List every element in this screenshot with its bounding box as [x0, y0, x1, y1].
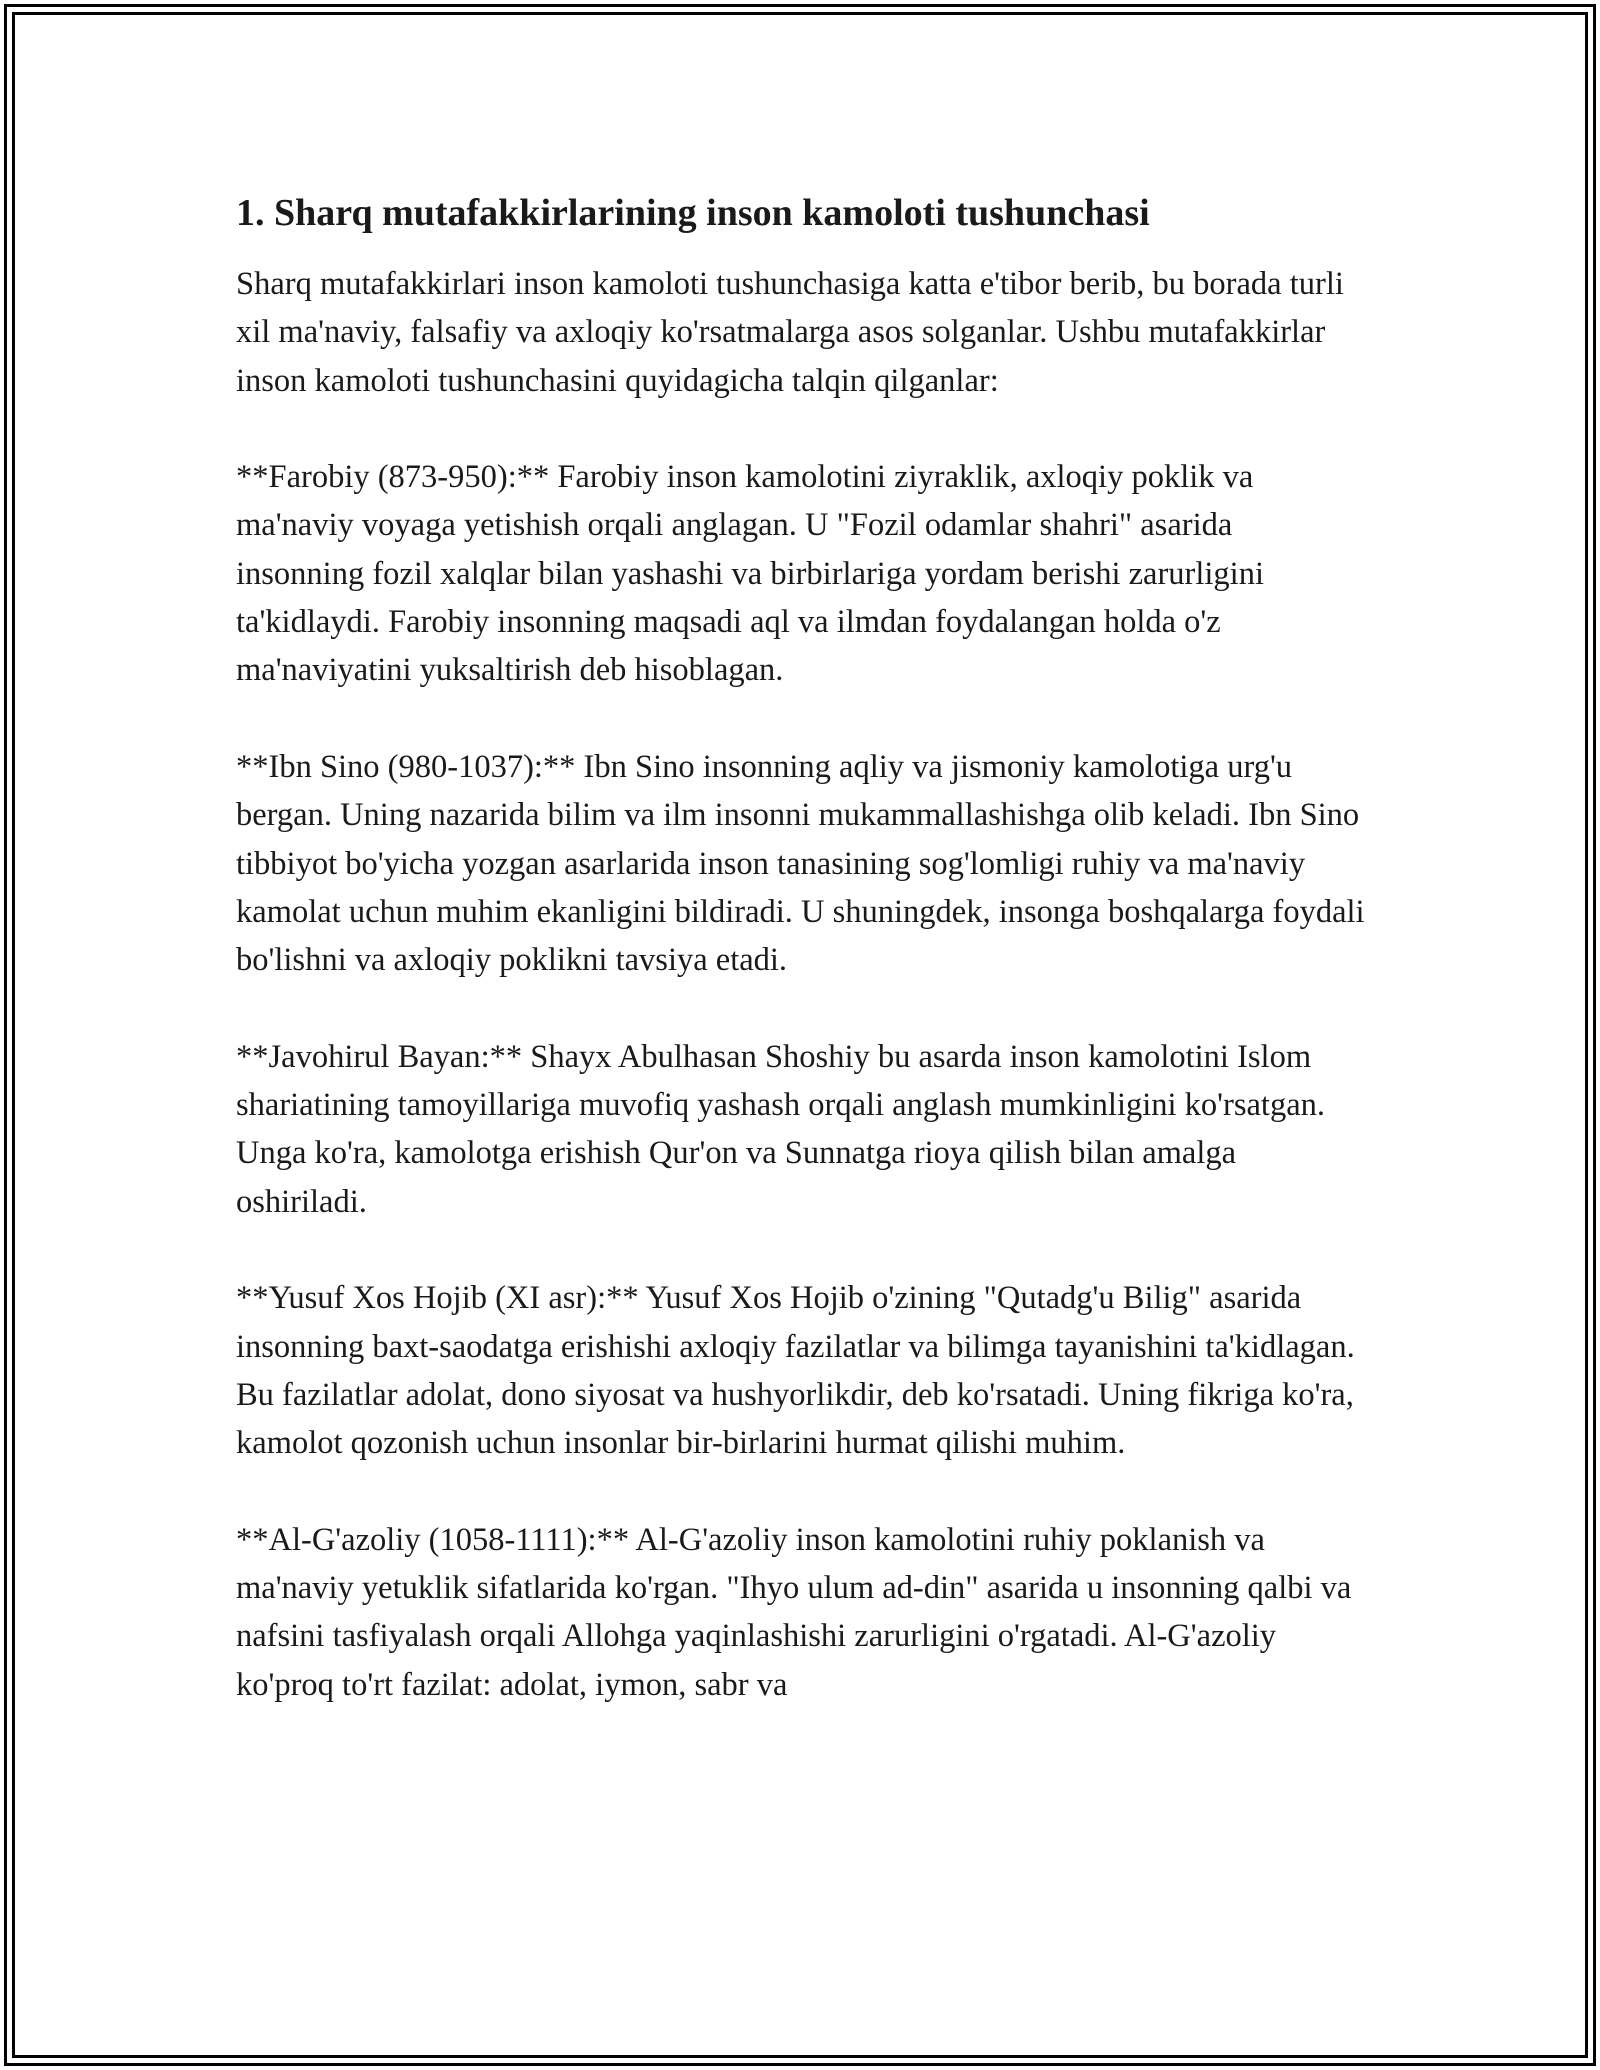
- section-heading: 1. Sharq mutafakkirlarining inson kamoloti tushunchasi: [236, 192, 1150, 234]
- paragraph-ibn-sino: **Ibn Sino (980-1037):** Ibn Sino insonning aqliy va jismoniy kamolotiga urg'u bergan. Uning nazarida bilim va ilm insonni mukammallashishga olib keladi. Ibn Sino tibbiyot bo'yicha yozgan asarlarida inson tanasining sog'lomligi ruhiy va ma'naviy kamolat uchun muhim ekanligini bildiradi. U shuningdek, insonga boshqalarga foydali bo'lishni va axloqiy poklikni tavsiya etadi.: [236, 748, 1365, 979]
- paragraph-yusuf-xos-hojib: **Yusuf Xos Hojib (XI asr):** Yusuf Xos Hojib o'zining "Qutadg'u Bilig" asarida insonning baxt-saodatga erishishi axloqiy fazilatlar va bilimga tayanishini ta'kidlagan. Bu fazilatlar adolat, dono siyosat va hushyorlikdir, deb ko'rsatadi. Uning fikriga ko'ra, kamolot qozonish uchun insonlar bir-birlarini hurmat qilishi muhim.: [236, 1280, 1355, 1462]
- document-body: [236, 188, 1366, 1757]
- paragraph-al-gazoliy: **Al-G'azoliy (1058-1111):** Al-G'azoliy inson kamolotini ruhiy poklanish va ma'naviy yetuklik sifatlarida ko'rgan. "Ihyo ulum ad-din" asarida u insonning qalbi va nafsini tasfiyalash orqali Allohga yaqinlashishi zarurligini o'rgatadi. Al-G'azoliy ko'proq to'rt fazilat: adolat, iymon, sabr va: [236, 1521, 1352, 1703]
- paragraph-javohirul-bayan: **Javohirul Bayan:** Shayx Abulhasan Shoshiy bu asarda inson kamolotini Islom shariatining tamoyillariga muvofiq yashash orqali anglash mumkinligini ko'rsatgan. Unga ko'ra, kamolotga erishish Qur'on va Sunnatga rioya qilish bilan amalga oshiriladi.: [236, 1038, 1325, 1220]
- paragraph-farobiy: **Farobiy (873-950):** Farobiy inson kamolotini ziyraklik, axloqiy poklik va ma'naviy voyaga yetishish orqali anglagan. U "Fozil odamlar shahri" asarida insonning fozil xalqlar bilan yashashi va birbirlariga yordam berishi zarurligini ta'kidlaydi. Farobiy insonning maqsadi aql va ilmdan foydalangan holda o'z ma'naviyatini yuksaltirish deb hisoblagan.: [236, 459, 1264, 689]
- paragraph-intro: Sharq mutafakkirlari inson kamoloti tushunchasiga katta e'tibor berib, bu borada turli xil ma'naviy, falsafiy va axloqiy ko'rsatmalarga asos solganlar. Ushbu mutafakkirlar inson kamoloti tushunchasini quyidagicha talqin qilganlar:: [236, 266, 1344, 399]
